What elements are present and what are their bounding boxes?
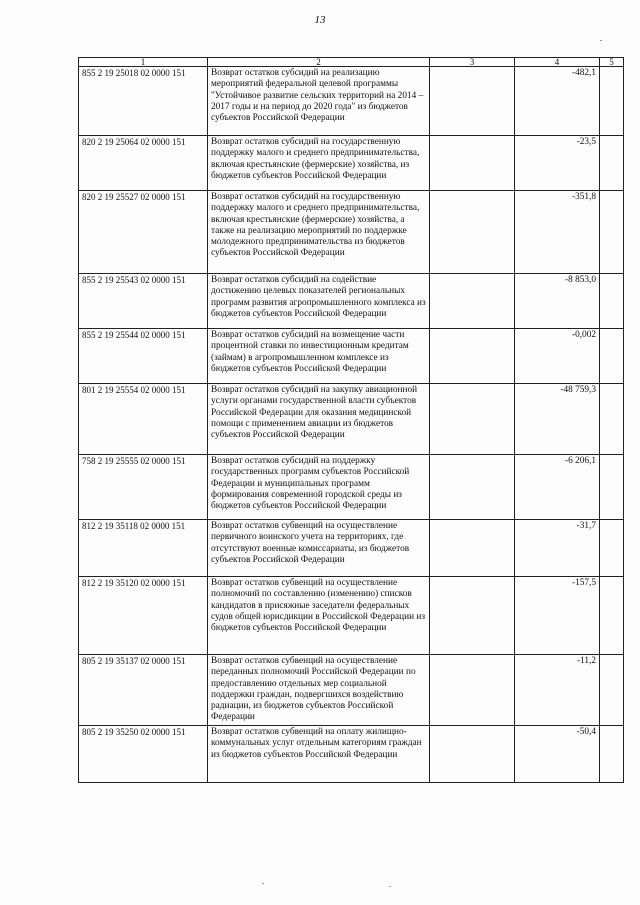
- column-header-3: 3: [430, 58, 515, 67]
- item-name: Возврат остатков субсидий на закупку авиационной услуги органами государственной власти субъектов Российской Федерации для оказания медицинской помощи с применением авиации из бюджетов субъектов Российской Федерации: [208, 384, 430, 455]
- column-5-cell: [600, 136, 624, 191]
- item-name: Возврат остатков субвенций на осуществление полномочий по составлению (изменению) списков кандидатов в присяжные заседатели федеральных судов общей юрисдикции в Российской Федерации из бюджетов субъектов Российской Федерации: [208, 577, 430, 655]
- budget-code: 758 2 19 25555 02 0000 151: [79, 455, 208, 520]
- budget-code: 855 2 19 25018 02 0000 151: [79, 67, 208, 136]
- budget-code: 812 2 19 35120 02 0000 151: [79, 577, 208, 655]
- column-5-cell: [600, 655, 624, 726]
- budget-code: 812 2 19 35118 02 0000 151: [79, 520, 208, 577]
- column-5-cell: [600, 455, 624, 520]
- column-3-cell: [430, 191, 515, 274]
- column-5-cell: [600, 274, 624, 329]
- budget-code: 805 2 19 35250 02 0000 151: [79, 726, 208, 783]
- amount: -351,8: [515, 191, 600, 274]
- table-row: [79, 520, 624, 577]
- scan-speck: [389, 886, 391, 887]
- column-3-cell: [430, 67, 515, 136]
- table-row: [79, 577, 624, 655]
- table-row: [79, 455, 624, 520]
- budget-code: 855 2 19 25544 02 0000 151: [79, 329, 208, 384]
- amount: -50,4: [515, 726, 600, 783]
- amount: -48 759,3: [515, 384, 600, 455]
- column-5-cell: [600, 520, 624, 577]
- column-header-5: 5: [600, 58, 624, 67]
- column-3-cell: [430, 455, 515, 520]
- column-5-cell: [600, 67, 624, 136]
- column-3-cell: [430, 655, 515, 726]
- budget-code: 855 2 19 25543 02 0000 151: [79, 274, 208, 329]
- column-3-cell: [430, 577, 515, 655]
- table-row: [79, 384, 624, 455]
- amount: -6 206,1: [515, 455, 600, 520]
- budget-code: 805 2 19 35137 02 0000 151: [79, 655, 208, 726]
- item-name: Возврат остатков субвенций на осуществление переданных полномочий Российской Федерации по предоставлению отдельных мер социальной поддержки граждан, подвергшихся воздействию радиации, из бюджетов субъектов Российской Федерации: [208, 655, 430, 726]
- column-header-2: 2: [208, 58, 430, 67]
- budget-code: 820 2 19 25064 02 0000 151: [79, 136, 208, 191]
- amount: -0,002: [515, 329, 600, 384]
- table-row: [79, 136, 624, 191]
- column-3-cell: [430, 384, 515, 455]
- item-name: Возврат остатков субсидий на поддержку государственных программ субъектов Российской Федерации и муниципальных программ формирования современной городской среды из бюджетов субъектов Российской Федерации: [208, 455, 430, 520]
- amount: -482,1: [515, 67, 600, 136]
- scan-speck: [262, 883, 264, 884]
- amount: -11,2: [515, 655, 600, 726]
- amount: -31,7: [515, 520, 600, 577]
- column-header-4: 4: [515, 58, 600, 67]
- column-3-cell: [430, 274, 515, 329]
- amount: -157,5: [515, 577, 600, 655]
- scan-speck: [600, 40, 602, 41]
- table-header-row: [79, 58, 624, 67]
- budget-code: 820 2 19 25527 02 0000 151: [79, 191, 208, 274]
- item-name: Возврат остатков субвенций на оплату жилищно-коммунальных услуг отдельным категориям граждан из бюджетов субъектов Российской Федерации: [208, 726, 430, 783]
- item-name: Возврат остатков субсидий на реализацию мероприятий федеральной целевой программы "Устойчивое развитие сельских территорий на 2014 – 2017 годы и на период до 2020 года" из бюджетов субъектов Российской Федерации: [208, 67, 430, 136]
- amount: -23,5: [515, 136, 600, 191]
- item-name: Возврат остатков субсидий на государственную поддержку малого и среднего предпринимательства, включая крестьянские (фермерские) хозяйства, из бюджетов субъектов Российской Федерации: [208, 136, 430, 191]
- column-3-cell: [430, 329, 515, 384]
- item-name: Возврат остатков субсидий на возмещение части процентной ставки по инвестиционным кредитам (займам) в агропромышленном комплексе из бюджетов субъектов Российской Федерации: [208, 329, 430, 384]
- column-3-cell: [430, 726, 515, 783]
- table-row: [79, 191, 624, 274]
- column-5-cell: [600, 726, 624, 783]
- budget-table: [78, 57, 624, 783]
- column-5-cell: [600, 191, 624, 274]
- table-row: [79, 655, 624, 726]
- budget-code: 801 2 19 25554 02 0000 151: [79, 384, 208, 455]
- column-5-cell: [600, 329, 624, 384]
- item-name: Возврат остатков субсидий на содействие достижению целевых показателей региональных программ развития агропромышленного комплекса из бюджетов субъектов Российской Федерации: [208, 274, 430, 329]
- table-row: [79, 329, 624, 384]
- item-name: Возврат остатков субсидий на государственную поддержку малого и среднего предпринимательства, включая крестьянские (фермерские) хозяйства, а также на реализацию мероприятий по поддержке молодежного предпринимательства из бюджетов субъектов Российской Федерации: [208, 191, 430, 274]
- table-row: [79, 726, 624, 783]
- column-3-cell: [430, 520, 515, 577]
- page-number: 13: [314, 14, 326, 26]
- column-5-cell: [600, 577, 624, 655]
- column-5-cell: [600, 384, 624, 455]
- table-row: [79, 274, 624, 329]
- table-row: [79, 67, 624, 136]
- amount: -8 853,0: [515, 274, 600, 329]
- column-3-cell: [430, 136, 515, 191]
- column-header-1: 1: [79, 58, 208, 67]
- item-name: Возврат остатков субвенций на осуществление первичного воинского учета на территориях, где отсутствуют военные комиссариаты, из бюджетов субъектов Российской Федерации: [208, 520, 430, 577]
